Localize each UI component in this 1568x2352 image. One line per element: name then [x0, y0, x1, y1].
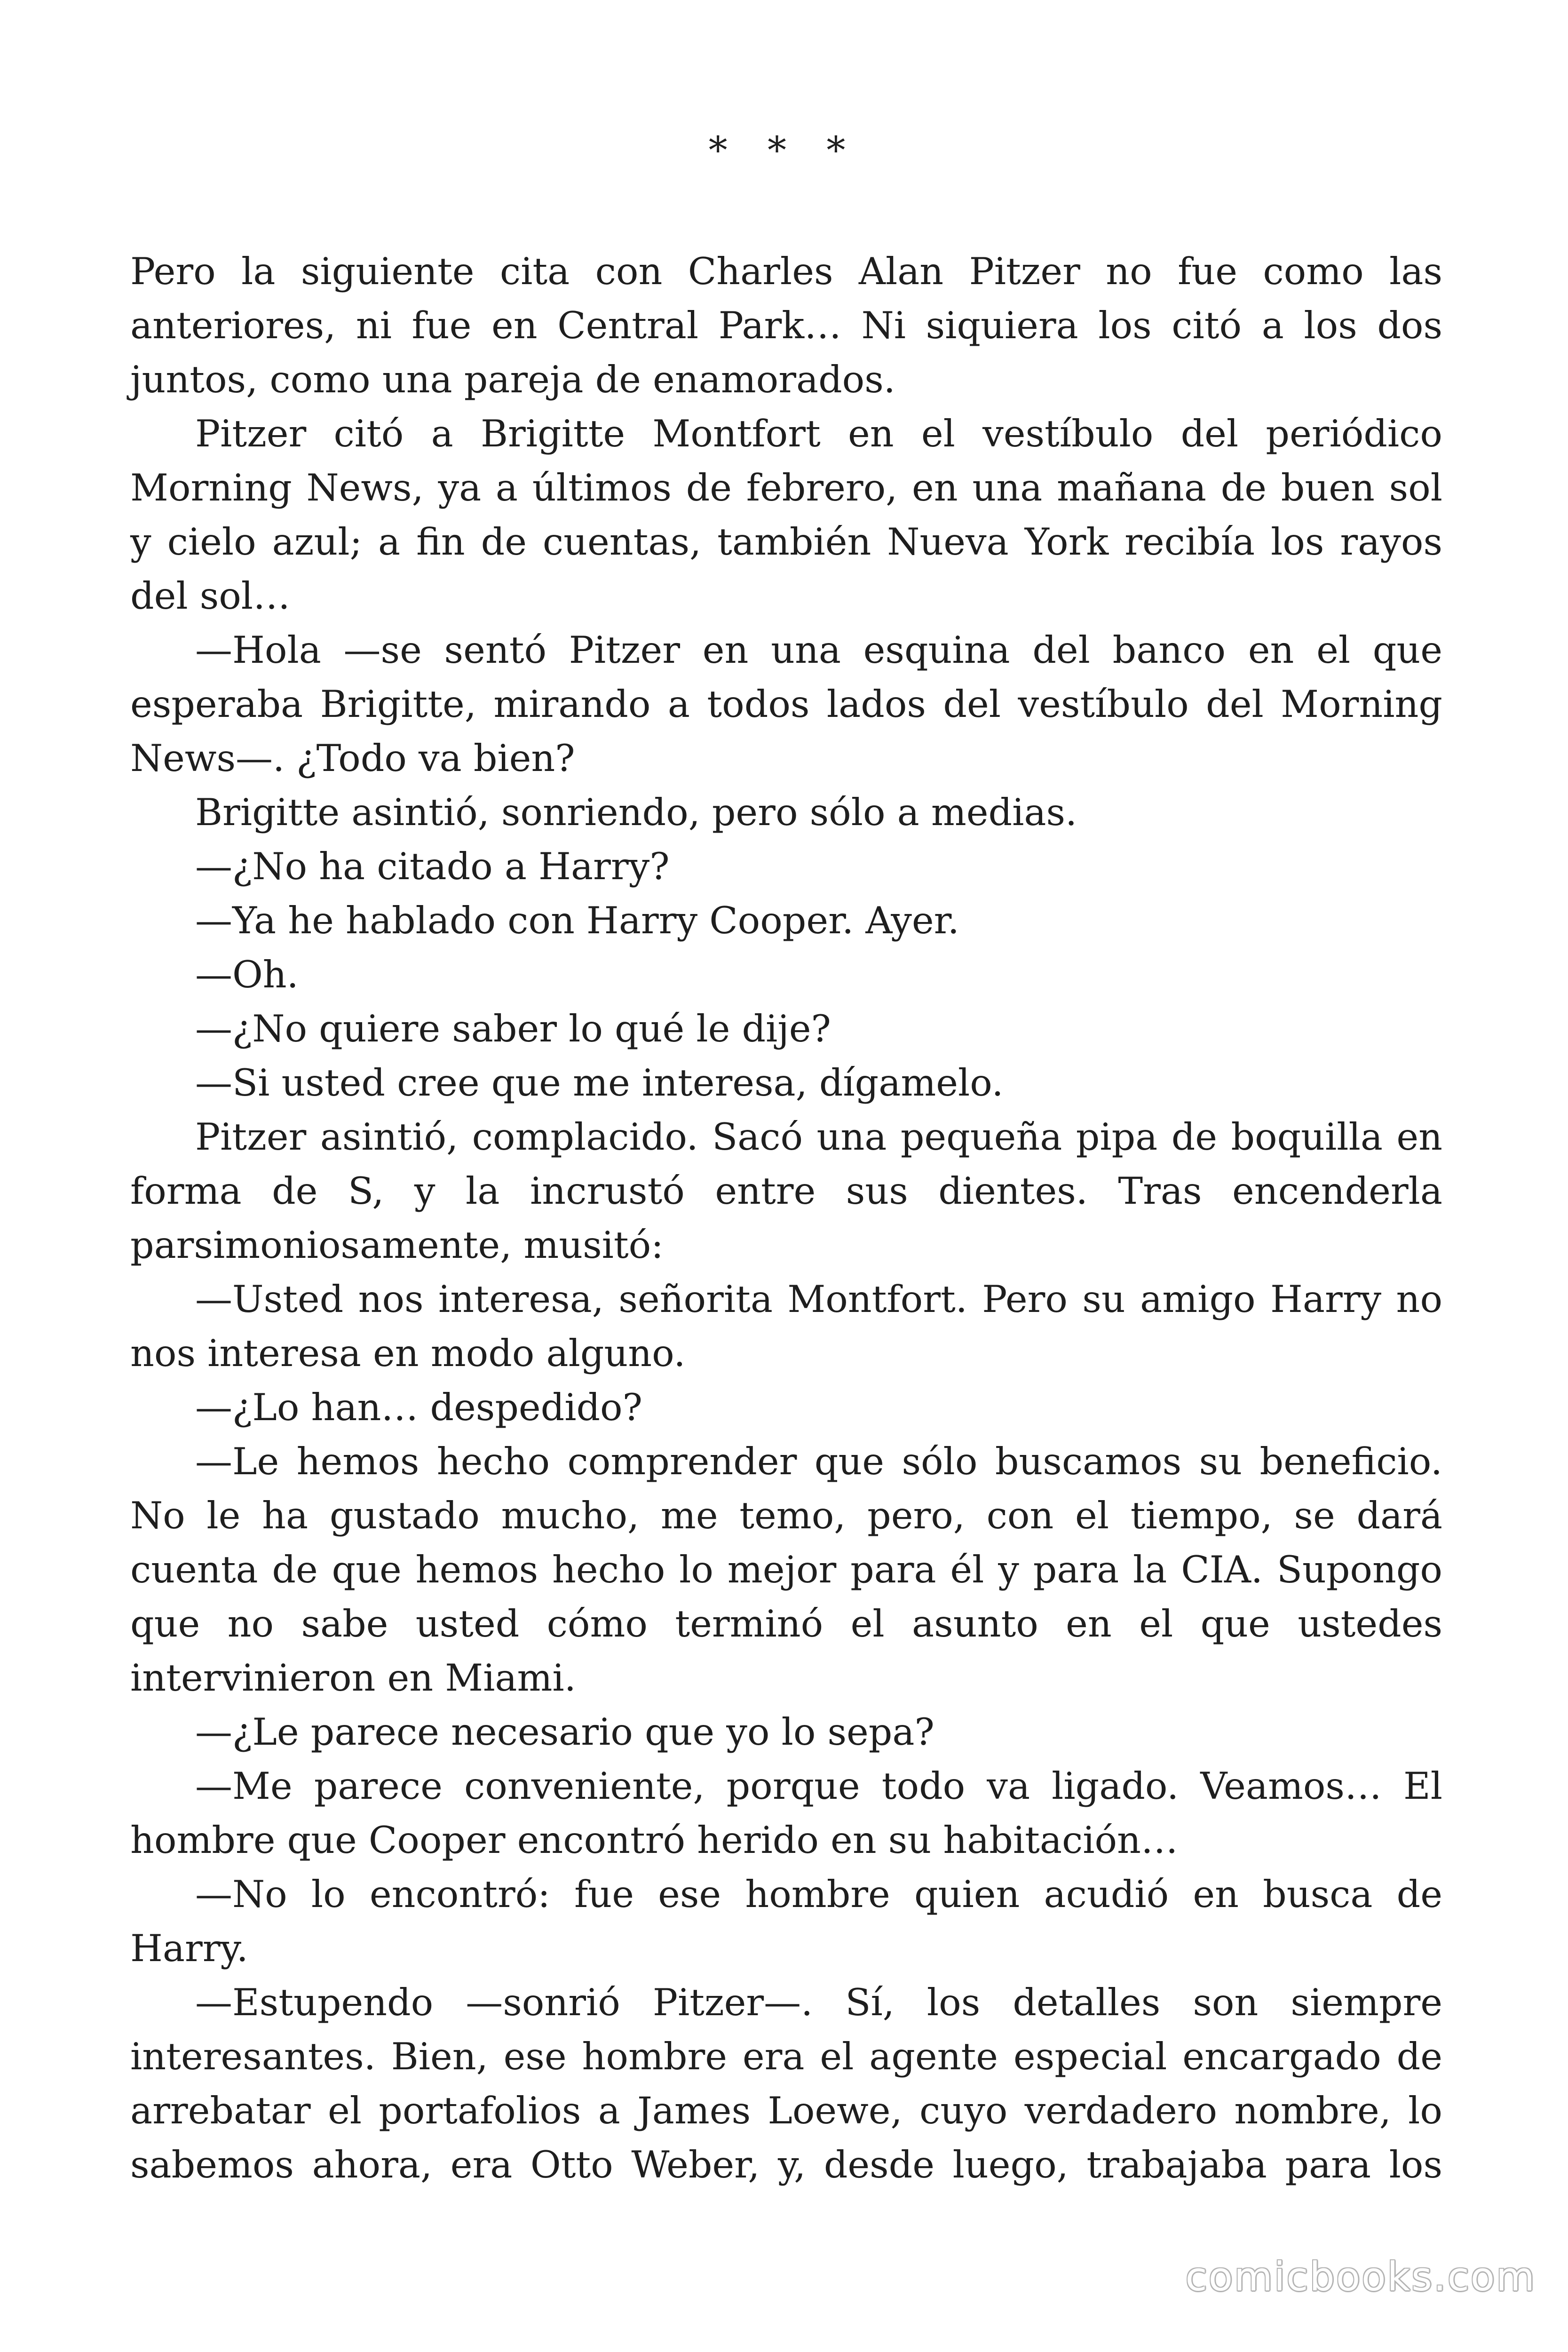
paragraph: —No lo encontró: fue ese hombre quien acudió en busca de Harry. [130, 1873, 1442, 1970]
paragraph: —¿Lo han… despedido? [195, 1386, 642, 1429]
paragraph: —Estupendo —sonrió Pitzer—. Sí, los detalles son siempre interesantes. Bien, ese hombre era el agente especial encargado de arrebatar el portafolios a James Loewe, cuyo verdadero nombre, lo sabemos ahora, era Otto Weber, y, desde luego, trabajaba para los [130, 1981, 1442, 2186]
paragraph: —Usted nos interesa, señorita Montfort. Pero su amigo Harry no nos interesa en modo alguno. [130, 1278, 1442, 1375]
paragraph: Pitzer asintió, complacido. Sacó una pequeña pipa de boquilla en forma de S, y la incrustó entre sus dientes. Tras encenderla parsimoniosamente, musitó: [130, 1115, 1442, 1267]
paragraph: —Si usted cree que me interesa, dígamelo. [195, 1061, 1004, 1104]
paragraph: —Me parece conveniente, porque todo va ligado. Veamos… El hombre que Cooper encontró herido en su habitación… [130, 1764, 1442, 1862]
paragraph: —¿No quiere saber lo qué le dije? [195, 1007, 831, 1050]
paragraph: Brigitte asintió, sonriendo, pero sólo a medias. [195, 791, 1077, 834]
paragraph: Pitzer citó a Brigitte Montfort en el vestíbulo del periódico Morning News, ya a últimos de febrero, en una mañana de buen sol y cielo azul; a fin de cuentas, también Nueva York recibía los rayos del sol… [130, 412, 1442, 618]
paragraph: —Ya he hablado con Harry Cooper. Ayer. [195, 899, 959, 942]
section-separator: * * * [708, 128, 860, 172]
paragraph: —¿Le parece necesario que yo lo sepa? [195, 1710, 934, 1754]
paragraph: Pero la siguiente cita con Charles Alan Pitzer no fue como las anteriores, ni fue en Central Park… Ni siquiera los citó a los dos juntos, como una pareja de enamorados. [130, 250, 1442, 401]
body-text [130, 245, 1442, 2192]
watermark: comicbooks.com [1185, 2254, 1536, 2300]
paragraph: —Hola —se sentó Pitzer en una esquina del banco en el que esperaba Brigitte, mirando a todos lados del vestíbulo del Morning News—. ¿Todo va bien? [130, 628, 1442, 780]
paragraph: —¿No ha citado a Harry? [195, 845, 670, 888]
paragraph: —Le hemos hecho comprender que sólo buscamos su beneficio. No le ha gustado mucho, me temo, pero, con el tiempo, se dará cuenta de que hemos hecho lo mejor para él y para la CIA. Supongo que no sabe usted cómo terminó el asunto en el que ustedes intervinieron en Miami. [130, 1440, 1442, 1700]
paragraph: —Oh. [195, 953, 299, 996]
